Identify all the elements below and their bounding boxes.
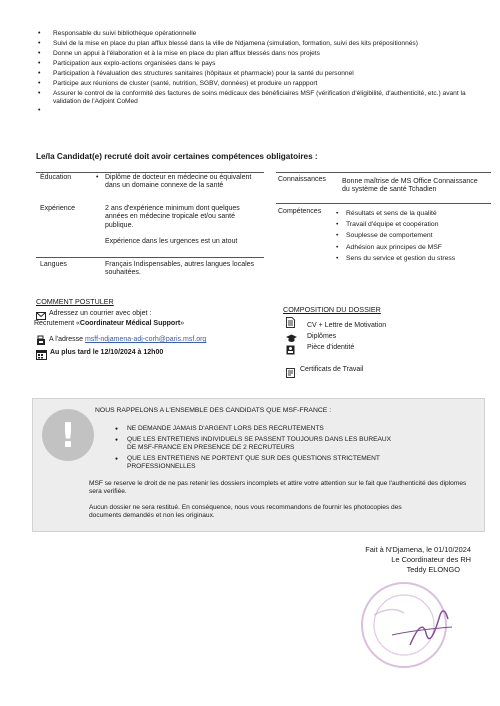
address-prefix: A l'adresse [49, 336, 85, 343]
graduation-cap-icon [286, 330, 297, 340]
experience-value: 2 ans d'expérience minimum dont quelques années en médecine tropicale et/ou santé publique. [105, 205, 240, 229]
list-item: • Adhésion aux principes de MSF [336, 244, 486, 252]
langues-label: Langues [40, 261, 67, 268]
list-item: • Travail d'équipe et coopération [336, 221, 486, 229]
competences-title: Le/la Candidat(e) recruté doit avoir certaines compétences obligatoires : [36, 152, 318, 161]
mailbox-icon [36, 333, 45, 343]
list-item: • Donne un appui à l'élaboration et à la mise en place du plan afflux blessés dans nos projets [38, 50, 493, 58]
table-divider [36, 257, 264, 258]
list-item: ● QUE LES ENTRETIENS INDIVIDUELS SE PASSENT TOUJOURS DANS LES BUREAUX DE MSF-FRANCE EN PRESENCE DE 2 RECRUTEURS [111, 436, 401, 452]
exclamation-icon: ! [42, 409, 94, 461]
position-title: Coordinateur Médical Support [79, 320, 181, 327]
table-divider [276, 172, 491, 173]
apply-heading: COMMENT POSTULER [36, 297, 114, 306]
notice-heading: NOUS RAPPELONS A L'ENSEMBLE DES CANDIDATS QUE MSF-FRANCE : [95, 407, 332, 414]
education-label: Éducation [40, 174, 72, 181]
deadline: Au plus tard le 12/10/2024 à 12h00 [50, 349, 164, 356]
langues-value: Français Indispensables, autres langues locales souhaitées. [105, 261, 255, 277]
competences-label: Compétences [278, 208, 322, 215]
envelope-icon [36, 308, 45, 318]
apply-line2 [34, 320, 184, 329]
id-card-icon [286, 342, 295, 352]
list-item: • Participation aux explo-actions organisées dans le pays [38, 60, 493, 68]
dossier-item-certificats: Certificats de Travail [300, 366, 364, 373]
table-divider [36, 172, 264, 173]
list-item: ● QUE LES ENTRETIENS NE PORTENT QUE SUR DES QUESTIONS STRICTEMENT PROFESSIONNELLES [111, 455, 401, 471]
calendar-icon [36, 347, 47, 357]
education-value: Diplôme de docteur en médecine ou équivalent dans un domaine connexe de la santé [105, 174, 252, 190]
apply-line1: Adressez un courrier avec objet : [49, 310, 152, 317]
list-item: • Participe aux réunions de cluster (santé, nutrition, SGBV, données) et produire un rappport [38, 80, 493, 88]
apply-line2-suffix: » [180, 320, 185, 327]
dossier-item-cv: CV + Lettre de Motivation [307, 322, 387, 329]
experience-value-2: Expérience dans les urgences est un atout [105, 238, 238, 245]
notice-para1: MSF se reserve le droit de ne pas retenir les dossiers incomplets et attire votre attention sur le fait que l'authenticité des diplomes sera verifiée. [89, 480, 467, 496]
connaissances-value: Bonne maîtrise de MS Office Connaissance du système de santé Tchadien [342, 178, 478, 194]
list-item: • Résultats et sens de la qualité [336, 210, 486, 218]
connaissances-label: Connaissances [278, 176, 326, 183]
email-link[interactable]: msff-ndjamena-adj-corh@paris.msf.org [84, 336, 207, 343]
official-stamp [352, 575, 462, 675]
bullet: • [96, 174, 99, 181]
list-item: ● NE DEMANDE JAMAIS D'ARGENT LORS DES RECRUTEMENTS [111, 425, 401, 433]
signature-name: Teddy ELONGO [406, 565, 460, 574]
list-item: • Sens du service et gestion du stress [336, 255, 486, 263]
table-divider [276, 203, 491, 204]
responsibilities-list [38, 30, 493, 107]
document-icon [286, 315, 295, 325]
list-item: • Assurer le control de la conformité des factures de soins médicaux des bénéficiaires MSF (vérification d'éligibilité, d'authenticité, etc.) avant la validation de l'Adjoint CoMed [38, 90, 493, 105]
notice-para2: Aucun dossier ne sera restitué. En conséquence, nous vous recommandons de fournir les photocopies des documents demandés et non les originaux. [89, 504, 402, 520]
notice-list [111, 425, 401, 474]
apply-address [49, 336, 206, 345]
notice-box [32, 398, 485, 532]
competences-list [336, 210, 486, 266]
dossier-heading: COMPOSITION DU DOSSIER [283, 305, 381, 314]
certificate-icon [286, 365, 295, 375]
list-item: • Participation à l'évaluation des structures sanitaires (hôpitaux et pharmacie) pour la santé du personnel [38, 70, 493, 78]
list-item: • Responsable du suivi bibliothèque opérationnelle [38, 30, 493, 38]
dossier-item-identite: Pièce d'identité [307, 344, 355, 351]
signature-role: Le Coordinateur des RH [391, 555, 471, 564]
list-item: • Suivi de la mise en place du plan afflux blessé dans la ville de Ndjamena (simulation, formation, suivi des kits prépositionnés) [38, 40, 493, 48]
apply-line2-prefix: Recrutement « [34, 320, 80, 327]
experience-label: Expérience [40, 205, 76, 212]
signature-place-date: Fait à N'Djamena, le 01/10/2024 [365, 545, 471, 554]
list-item: • Souplesse de comportement [336, 232, 486, 240]
dossier-item-diplomes: Diplômes [307, 333, 337, 340]
